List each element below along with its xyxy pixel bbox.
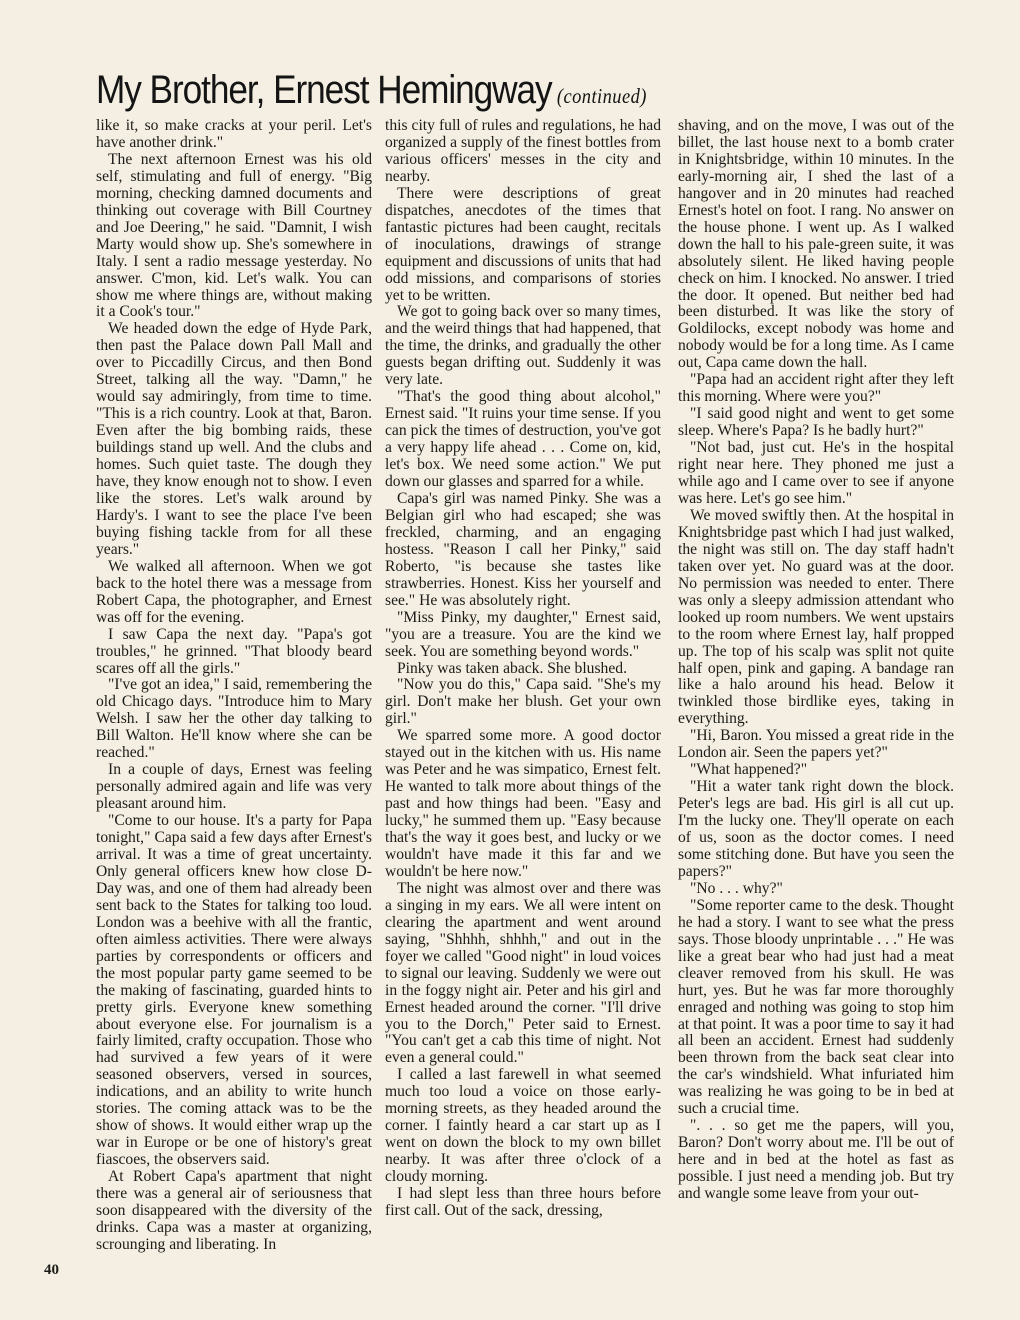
paragraph: "Hi, Baron. You missed a great ride in the London air. Seen the papers yet?" bbox=[678, 727, 954, 762]
paragraph: like it, so make cracks at your peril. Let's have another drink." bbox=[96, 118, 372, 151]
paragraph: We headed down the edge of Hyde Park, then past the Palace down Pall Mall and over to Piccadilly Circus, and then Bond Street, talking all the way. "Damn," he would say admiringly, from time to time. "This is a rich country. Look at that, Baron. Even after the big bombing raids, these buildings stand up well. And the clubs and homes. Such quiet taste. The dough they have, they know enough not to show. I even like the stores. Let's walk around by Hardy's. I want to see the place I've been buying fishing tackle from for all these years." bbox=[96, 320, 372, 558]
paragraph: "I said good night and went to get some sleep. Where's Papa? Is he badly hurt?" bbox=[678, 405, 954, 440]
paragraph: "Miss Pinky, my daughter," Ernest said, "you are a treasure. You are the kind we seek. You are something beyond words." bbox=[385, 608, 661, 660]
paragraph: "What happened?" bbox=[690, 761, 808, 779]
text-column-2 bbox=[385, 118, 661, 1286]
paragraph: "That's the good thing about alcohol," Ernest said. "It ruins your time sense. If you can pick the times of destruction, you've got a very happy life ahead . . . Come on, kid, let's box. We need some action." We put down our glasses and sparred for a while. bbox=[385, 388, 661, 491]
paragraph: I had slept less than three hours before first call. Out of the sack, dressing, bbox=[385, 1185, 661, 1219]
paragraph: We got to going back over so many times, and the weird things that had happened, that the time, the drinks, and gradually the other guests began drifting out. Suddenly it was very late. bbox=[385, 303, 661, 389]
paragraph: ". . . so get me the papers, will you, Baron? Don't worry about me. I'll be out of here and in bed at the hotel as fast as possible. I just need a mending job. But try and wangle some leave from your out- bbox=[678, 1117, 954, 1203]
paragraph: We sparred some more. A good doctor stayed out in the kitchen with us. His name was Peter and he was simpatico, Ernest felt. He wanted to talk more about things of the past and how things had been. "Easy and lucky," he summed them up. "Easy because that's the way it goes best, and lucky or we wouldn't have made it this far and we wouldn't be here now." bbox=[385, 727, 661, 880]
paragraph: In a couple of days, Ernest was feeling personally admired again and life was very pleasant around him. bbox=[96, 761, 372, 813]
paragraph: "Hit a water tank right down the block. Peter's legs are bad. His girl is all cut up. I'm the lucky one. They'll operate on each of us, soon as the doctor comes. I need some stitching done. But have you seen the papers?" bbox=[678, 778, 954, 880]
title-text: My Brother, Ernest Hemingway bbox=[96, 68, 552, 112]
paragraph: "Come to our house. It's a party for Papa tonight," Capa said a few days after Ernest's arrival. It was a time of great uncertainty. Only general officers knew how close D-Day was, and one of them had already been sent back to the States for talking too loud. London was a beehive with all the frantic, often aimless activities. There were always parties by correspondents or officers and the most popular party game seemed to be the making of fascinating, guarded hints to pretty girls. Everyone knew something about everyone else. For journalism is a fairly limited, crafty occupation. Those who had survived a few years of it were seasoned observers, versed in sources, indications, and an ability to write hunch stories. The coming attack was to be the show of shows. It would either wrap up the war in Europe or be one of history's great fiascoes, the observers said. bbox=[96, 812, 372, 1169]
page-number: 40 bbox=[44, 1262, 59, 1278]
paragraph: There were descriptions of great dispatches, anecdotes of the times that fantastic pictures had been caught, recitals of inoculations, drawings of strange equipment and discussions of units that had odd missions, and comparisons of stories yet to be written. bbox=[385, 184, 661, 304]
paragraph: The night was almost over and there was a singing in my ears. We all were intent on clearing the apartment and went around saying, "Shhhh, shhhh," and out in the foyer we called "Good night" in loud voices to signal our leaving. Suddenly we were out in the foggy night air. Peter and his girl and Ernest headed around the corner. "I'll drive you to the Dorch," Peter said to Ernest. "You can't get a cab this time of night. Not even a general could." bbox=[385, 879, 661, 1067]
paragraph: "Some reporter came to the desk. Thought he had a story. I want to see what the press says. Those bloody unprintable . . ." He was like a great bear who had just had a meat cleaver removed from his skull. He was hurt, yes. But he was far more thoroughly enraged and nothing was going to stop him at that point. It was a poor time to say it had all been an accident. Ernest had suddenly been thrown from the back seat clear into the car's windshield. What infuriated him was realizing he was going to be in bed at such a crucial time. bbox=[678, 896, 954, 1118]
paragraph: "Papa had an accident right after they left this morning. Where were you?" bbox=[678, 371, 954, 406]
paragraph: I called a last farewell in what seemed much too loud a voice on those early-morning streets, as they headed around the corner. I faintly heard a car start up as I went on down the block to my own billet nearby. It was after three o'clock of a cloudy morning. bbox=[385, 1066, 661, 1186]
paragraph: Pinky was taken aback. She blushed. bbox=[397, 659, 627, 677]
article-title bbox=[96, 66, 647, 120]
paragraph: We walked all afternoon. When we got back to the hotel there was a message from Robert Capa, the photographer, and Ernest was off for the evening. bbox=[96, 557, 372, 626]
text-column-1 bbox=[96, 118, 372, 1286]
paragraph: The next afternoon Ernest was his old self, stimulating and full of energy. "Big morning, checking damned documents and thinking out coverage with Bill Courtney and Joe Deering," he said. "Damnit, I wish Marty would show up. She's somewhere in Italy. I sent a radio message yesterday. No answer. C'mon, kid. Let's walk. You can show me where things are, without making it a Cook's tour." bbox=[96, 150, 372, 321]
paragraph: "No . . . why?" bbox=[690, 879, 783, 897]
paragraph: "I've got an idea," I said, remembering the old Chicago days. "Introduce him to Mary Welsh. I saw her the other day talking to Bill Walton. He'll know where she can be reached." bbox=[96, 676, 372, 762]
paragraph: "Not bad, just cut. He's in the hospital right near here. They phoned me just a while ago and I came over to see if anyone was here. Let's go see him." bbox=[678, 439, 954, 507]
paragraph: At Robert Capa's apartment that night there was a general air of seriousness that soon disappeared with the diversity of the drinks. Capa was a master at organizing, scrounging and liberating. In bbox=[96, 1168, 372, 1253]
paragraph: "Now you do this," Capa said. "She's my girl. Don't make her blush. Get your own girl." bbox=[385, 676, 661, 728]
paragraph: I saw Capa the next day. "Papa's got troubles," he grinned. "That bloody beard scares off all the girls." bbox=[96, 625, 372, 677]
paragraph: shaving, and on the move, I was out of the billet, the last house next to a bomb crater in Knightsbridge, within 10 minutes. In the early-morning air, I shed the last of a hangover and in 20 minutes had reached Ernest's hotel on foot. I rang. No answer on the house phone. I went up. As I walked down the hall to his pale-green suite, it was absolutely silent. He liked having people check on him. I knocked. No answer. I tried the door. It opened. But neither bed had been disturbed. It was like the story of Goldilocks, except nobody was home and nobody would be for a long time. As I came out, Capa came down the hall. bbox=[678, 118, 954, 372]
paragraph: this city full of rules and regulations, he had organized a supply of the finest bottles from various officers' messes in the city and nearby. bbox=[385, 118, 661, 185]
continued-label: (continued) bbox=[556, 84, 647, 108]
paragraph: Capa's girl was named Pinky. She was a Belgian girl who had escaped; she was freckled, charming, and an engaging hostess. "Reason I call her Pinky," said Roberto, "is because she tastes like strawberries. Honest. Kiss her yourself and see." He was absolutely right. bbox=[385, 489, 661, 609]
text-column-3 bbox=[678, 118, 954, 1286]
paragraph: We moved swiftly then. At the hospital in Knightsbridge past which I had just walked, the night was still on. The day staff hadn't taken over yet. No guard was at the door. No permission was needed to enter. There was only a sleepy admission attendant who looked up room numbers. We went upstairs to the room where Ernest lay, half propped up. The top of his scalp was split not quite half open, pink and gaping. A bandage ran like a halo around his head. Below it twinkled those birdlike eyes, taking in everything. bbox=[678, 506, 954, 728]
